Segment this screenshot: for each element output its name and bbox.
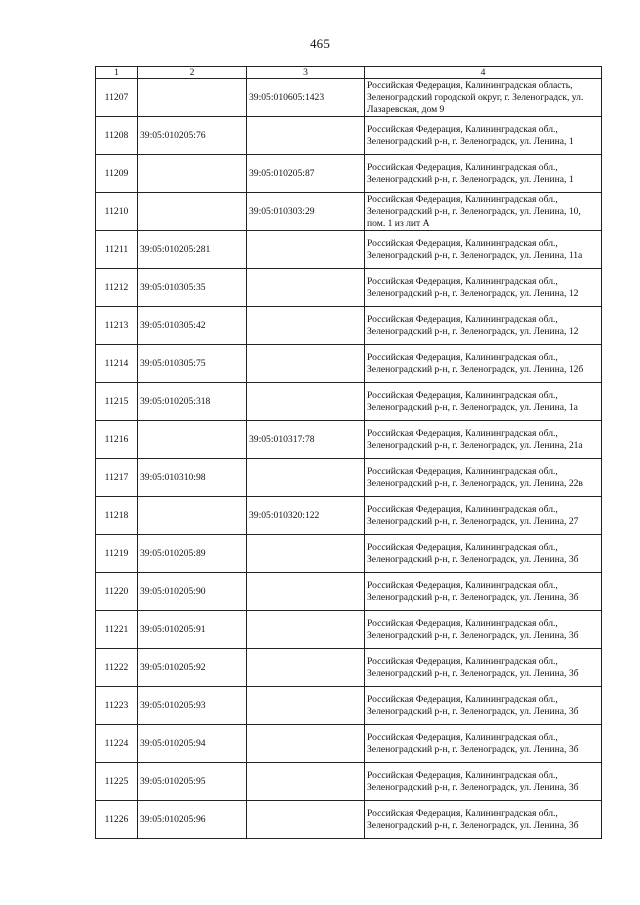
cadastral-number-col3 xyxy=(247,269,365,307)
cadastral-number-col3 xyxy=(247,649,365,687)
cadastral-number-col2 xyxy=(138,421,247,459)
table-row xyxy=(96,649,602,687)
cadastral-number-col3 xyxy=(247,763,365,801)
column-header-4: 4 xyxy=(365,67,602,79)
cadastral-number-col3 xyxy=(247,383,365,421)
address: Российская Федерация, Калининградская обл., Зеленоградский р-н, г. Зеленоградск, ул. Ленина, 3б xyxy=(365,649,602,687)
cadastral-number-col3: 39:05:010205:87 xyxy=(247,155,365,193)
row-number: 11210 xyxy=(96,193,138,231)
address: Российская Федерация, Калининградская обл., Зеленоградский р-н, г. Зеленоградск, ул. Ленина, 1 xyxy=(365,155,602,193)
cadastral-number-col2: 39:05:010205:96 xyxy=(138,801,247,839)
address: Российская Федерация, Калининградская обл., Зеленоградский р-н, г. Зеленоградск, ул. Ленина, 27 xyxy=(365,497,602,535)
cadastral-number-col3 xyxy=(247,687,365,725)
table-row xyxy=(96,725,602,763)
row-number: 11220 xyxy=(96,573,138,611)
cadastral-number-col2: 39:05:010305:35 xyxy=(138,269,247,307)
cadastral-number-col3 xyxy=(247,535,365,573)
row-number: 11214 xyxy=(96,345,138,383)
table-row xyxy=(96,535,602,573)
address: Российская Федерация, Калининградская обл., Зеленоградский р-н, г. Зеленоградск, ул. Ленина, 3б xyxy=(365,801,602,839)
cadastral-number-col2 xyxy=(138,155,247,193)
address: Российская Федерация, Калининградская область, Зеленоградский городской округ, г. Зеленоградск, ул. Лазаревская, дом 9 xyxy=(365,79,602,117)
address: Российская Федерация, Калининградская обл., Зеленоградский р-н, г. Зеленоградск, ул. Ленина, 3б xyxy=(365,725,602,763)
address: Российская Федерация, Калининградская обл., Зеленоградский р-н, г. Зеленоградск, ул. Ленина, 1 xyxy=(365,117,602,155)
registry-table xyxy=(95,66,602,839)
page-number: 465 xyxy=(309,36,331,51)
table-row xyxy=(96,345,602,383)
cadastral-number-col2: 39:05:010205:76 xyxy=(138,117,247,155)
address: Российская Федерация, Калининградская обл., Зеленоградский р-н, г. Зеленоградск, ул. Ленина, 3б xyxy=(365,763,602,801)
cadastral-number-col2: 39:05:010205:93 xyxy=(138,687,247,725)
address: Российская Федерация, Калининградская обл., Зеленоградский р-н, г. Зеленоградск, ул. Ленина, 3б xyxy=(365,611,602,649)
cadastral-number-col3 xyxy=(247,459,365,497)
column-header-1: 1 xyxy=(96,67,138,79)
cadastral-number-col2: 39:05:010305:42 xyxy=(138,307,247,345)
table-row xyxy=(96,573,602,611)
cadastral-number-col2 xyxy=(138,497,247,535)
row-number: 11223 xyxy=(96,687,138,725)
address: Российская Федерация, Калининградская обл., Зеленоградский р-н, г. Зеленоградск, ул. Ленина, 3б xyxy=(365,687,602,725)
address: Российская Федерация, Калининградская обл., Зеленоградский р-н, г. Зеленоградск, ул. Ленина, 12 xyxy=(365,307,602,345)
row-number: 11219 xyxy=(96,535,138,573)
row-number: 11221 xyxy=(96,611,138,649)
table-row xyxy=(96,611,602,649)
row-number: 11211 xyxy=(96,231,138,269)
table-row xyxy=(96,763,602,801)
cadastral-number-col3: 39:05:010320:122 xyxy=(247,497,365,535)
table-row xyxy=(96,383,602,421)
row-number: 11207 xyxy=(96,79,138,117)
cadastral-number-col2: 39:05:010205:95 xyxy=(138,763,247,801)
row-number: 11224 xyxy=(96,725,138,763)
row-number: 11225 xyxy=(96,763,138,801)
table-row xyxy=(96,421,602,459)
cadastral-number-col2: 39:05:010310:98 xyxy=(138,459,247,497)
row-number: 11208 xyxy=(96,117,138,155)
row-number: 11212 xyxy=(96,269,138,307)
column-header-3: 3 xyxy=(247,67,365,79)
table-header-row xyxy=(96,67,602,79)
address: Российская Федерация, Калининградская обл., Зеленоградский р-н, г. Зеленоградск, ул. Ленина, 3б xyxy=(365,573,602,611)
cadastral-number-col3 xyxy=(247,307,365,345)
cadastral-number-col3 xyxy=(247,801,365,839)
table-row xyxy=(96,687,602,725)
address: Российская Федерация, Калининградская обл., Зеленоградский р-н, г. Зеленоградск, ул. Ленина, 10, пом. 1 из лит А xyxy=(365,193,602,231)
table-row xyxy=(96,155,602,193)
cadastral-number-col2: 39:05:010205:281 xyxy=(138,231,247,269)
address: Российская Федерация, Калининградская обл., Зеленоградский р-н, г. Зеленоградск, ул. Ленина, 1а xyxy=(365,383,602,421)
cadastral-number-col3 xyxy=(247,725,365,763)
cadastral-number-col2 xyxy=(138,193,247,231)
row-number: 11216 xyxy=(96,421,138,459)
row-number: 11213 xyxy=(96,307,138,345)
address: Российская Федерация, Калининградская обл., Зеленоградский р-н, г. Зеленоградск, ул. Ленина, 22в xyxy=(365,459,602,497)
table-row xyxy=(96,307,602,345)
cadastral-number-col3 xyxy=(247,345,365,383)
row-number: 11217 xyxy=(96,459,138,497)
address: Российская Федерация, Калининградская обл., Зеленоградский р-н, г. Зеленоградск, ул. Ленина, 21а xyxy=(365,421,602,459)
table-row xyxy=(96,497,602,535)
table-row xyxy=(96,801,602,839)
cadastral-number-col3: 39:05:010317:78 xyxy=(247,421,365,459)
cadastral-number-col2: 39:05:010205:91 xyxy=(138,611,247,649)
cadastral-number-col2: 39:05:010205:318 xyxy=(138,383,247,421)
cadastral-number-col3: 39:05:010303:29 xyxy=(247,193,365,231)
table-row xyxy=(96,269,602,307)
row-number: 11222 xyxy=(96,649,138,687)
address: Российская Федерация, Калининградская обл., Зеленоградский р-н, г. Зеленоградск, ул. Ленина, 12б xyxy=(365,345,602,383)
row-number: 11215 xyxy=(96,383,138,421)
cadastral-number-col3 xyxy=(247,573,365,611)
cadastral-number-col3: 39:05:010605:1423 xyxy=(247,79,365,117)
table-row xyxy=(96,459,602,497)
cadastral-number-col3 xyxy=(247,611,365,649)
cadastral-number-col2: 39:05:010205:89 xyxy=(138,535,247,573)
cadastral-number-col2 xyxy=(138,79,247,117)
row-number: 11218 xyxy=(96,497,138,535)
address: Российская Федерация, Калининградская обл., Зеленоградский р-н, г. Зеленоградск, ул. Ленина, 12 xyxy=(365,269,602,307)
address: Российская Федерация, Калининградская обл., Зеленоградский р-н, г. Зеленоградск, ул. Ленина, 3б xyxy=(365,535,602,573)
cadastral-number-col2: 39:05:010205:90 xyxy=(138,573,247,611)
table-row xyxy=(96,193,602,231)
table-row xyxy=(96,231,602,269)
row-number: 11209 xyxy=(96,155,138,193)
cadastral-number-col2: 39:05:010205:94 xyxy=(138,725,247,763)
column-header-2: 2 xyxy=(138,67,247,79)
row-number: 11226 xyxy=(96,801,138,839)
address: Российская Федерация, Калининградская обл., Зеленоградский р-н, г. Зеленоградск, ул. Ленина, 11а xyxy=(365,231,602,269)
table-row xyxy=(96,117,602,155)
cadastral-number-col3 xyxy=(247,231,365,269)
table-row xyxy=(96,79,602,117)
cadastral-number-col2: 39:05:010205:92 xyxy=(138,649,247,687)
cadastral-number-col3 xyxy=(247,117,365,155)
cadastral-number-col2: 39:05:010305:75 xyxy=(138,345,247,383)
